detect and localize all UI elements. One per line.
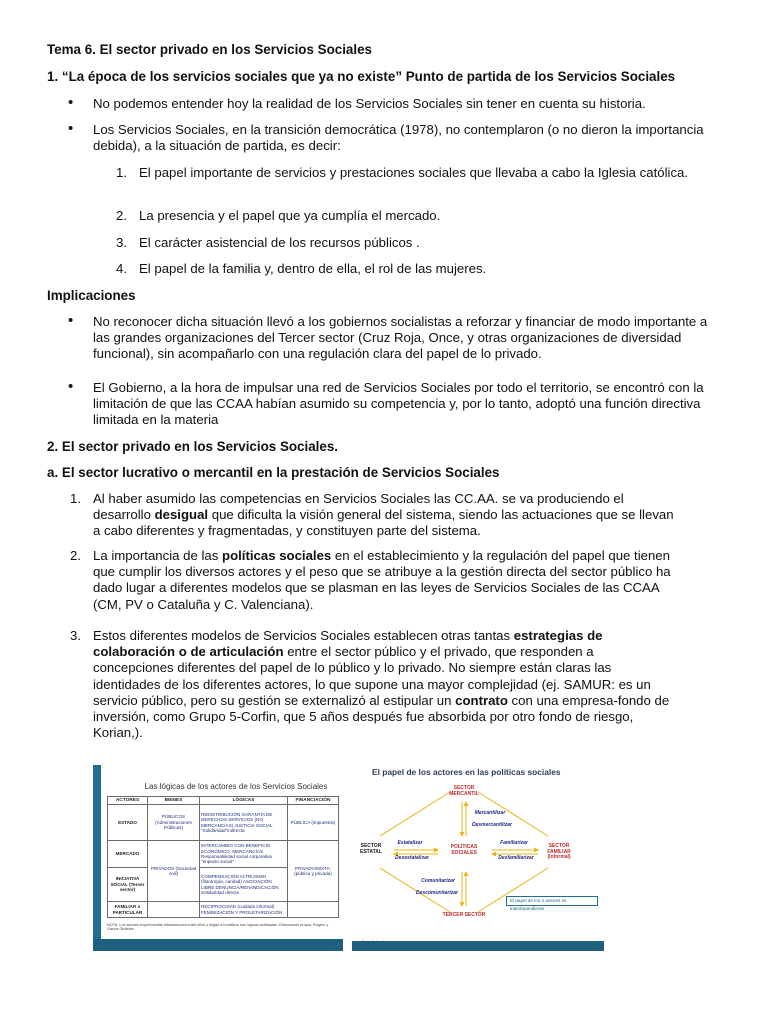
slide-side-bar: [93, 765, 101, 951]
bold-text: desigual: [154, 507, 209, 523]
bullet-text: No podemos entender hoy la realidad de los Servicios Sociales sin tener en cuenta su historia.: [93, 96, 646, 111]
table-cell: MERCADO: [108, 841, 148, 868]
node-politicas-sociales: POLÍTICAS SOCIALES: [450, 844, 478, 856]
table-cell: [148, 902, 200, 918]
arrow-label: Desfamiliarizar: [498, 855, 534, 861]
arrow-label: Descomunitarizar: [416, 890, 458, 896]
list-item-line: [93, 725, 733, 741]
text-run: Korian,).: [93, 725, 143, 741]
list-number: 3.: [116, 235, 127, 250]
text-run: (CM, PV o Cataluña y C. Valenciana).: [93, 596, 314, 612]
table-cell: RECIPROCIDAD (cuidado informal) FEMINIZACIÓN Y PROLETARIZACIÓN: [200, 902, 288, 918]
section-2-heading: 2. El sector privado en los Servicios Sociales.: [47, 439, 339, 454]
text-run: servicio público, pero su gestión se externalizó al estipular un: [93, 692, 456, 708]
table-cell: PRIVADA/MIXTA: (pública y privada): [288, 841, 339, 902]
table-row: [108, 805, 339, 841]
list-item-line: [93, 628, 733, 644]
node-tercer-sector: TERCER SECTOR: [442, 912, 486, 918]
list-number: 4.: [116, 261, 127, 276]
bold-text: colaboración o de articulación: [93, 644, 284, 660]
figure-title: Las lógicas de los actores de los Servicios Sociales: [144, 782, 328, 791]
bullet-icon: •: [68, 378, 74, 395]
logicas-table: [107, 796, 339, 918]
table-cell: INICIATIVA SOCIAL (Tercer sector): [108, 868, 148, 902]
list-item-line: [93, 507, 733, 523]
table-cell: [288, 902, 339, 918]
list-item-line: [93, 523, 733, 539]
list-item: El carácter asistencial de los recursos públicos .: [139, 235, 420, 250]
table-cell: COMPENSACIÓN ALTRUISMO (filantropía, caridad) ASOCIACIÓN LIBRE DENUNCIA/REIVINDICACIÓN Solidaridad directa: [200, 868, 288, 902]
table-cell: INTERCAMBIO CON BENEFICIO ECONÓMICO. MERCANCÍAS Responsabilidad social corporativa "Impacto social": [200, 841, 288, 868]
bullet-icon: •: [68, 120, 74, 137]
text-run: entre el sector público y el privado, que responden a: [283, 644, 594, 660]
list-item: El papel de la familia y, dentro de ella, el rol de las mujeres.: [139, 261, 487, 276]
table-cell: PÚBLICA (impuestos): [288, 805, 339, 841]
text-run: La importancia de las: [93, 548, 223, 563]
table-header: LÓGICAS: [200, 797, 288, 805]
table-header: FINANCIACIÓN: [288, 797, 339, 805]
list-item-line: [93, 491, 733, 507]
list-item: El papel importante de servicios y prestaciones sociales que llevaba a cabo la Iglesia católica.: [139, 165, 689, 180]
table-cell: PRIVADOS (Sociedad civil): [148, 841, 200, 902]
text-run: que dificulta la visión general del sistema, siendo las actuaciones que se llevan: [208, 507, 674, 523]
bullet-text: El Gobierno, a la hora de impulsar una red de Servicios Sociales por todo el territorio, se encontró con la limitación de que las CCAA habían asumido su competencia y, por lo tanto, adoptó una función directiva limitada en la materia: [93, 380, 704, 428]
text-run: con una empresa-fondo de: [507, 692, 670, 708]
text-run: en el establecimiento y la regulación del papel que tienen: [331, 548, 670, 563]
text-run: desarrollo: [93, 507, 155, 523]
bullet-icon: •: [68, 312, 74, 329]
arrow-label: Desmercantilizar: [471, 822, 513, 828]
text-run: inversión, como Grupo 5-Corfin, que 5 años después fue absorbida por otro fondo de riesgo,: [93, 709, 634, 724]
table-note: NOTA: Los actores experimentan hibridaciones entre ellos y llegan a modificar sus lógicas señaladas. Elaboración propia. Rogero y García Giráldez.: [107, 923, 329, 932]
node-sector-mercantil: SECTOR MERCANTIL: [449, 785, 479, 797]
list-item-line: [93, 709, 733, 725]
node-sector-familiar: SECTOR FAMILIAR (informal): [547, 843, 571, 861]
table-cell: FAMILIAR o PARTICULAR: [108, 902, 148, 918]
bullet-text: No reconocer dicha situación llevó a los gobiernos socialistas a reforzar y financiar de modo importante a las grandes organizaciones del Tercer sector (Cruz Roja, Once, y otras organizaciones de diversidad funcional), sin acompañarlo con una regulación clara del papel de lo privado.: [93, 314, 708, 362]
text-run: identidades de los diferentes actores, lo que supone una mayor complejidad (ej. SAMUR: es un: [93, 676, 651, 692]
text-run: que cumplir los diversos actores y el peso que se atribuye a la gestión directa del sector público ha: [93, 564, 671, 580]
text-run: dado lugar a diferentes modelos que se plasman en las leyes de Servicios Sociales de las CCAA: [93, 580, 660, 596]
section-2a-heading: a. El sector lucrativo o mercantil en la prestación de Servicios Sociales: [47, 465, 500, 480]
section-1-heading: 1. “La época de los servicios sociales que ya no existe” Punto de partida de los Servicios Sociales: [47, 69, 676, 84]
list-item-line: [93, 548, 733, 564]
table-row: [108, 841, 339, 868]
bullet-icon: •: [68, 94, 74, 111]
bold-text: políticas sociales: [222, 548, 332, 563]
text-run: Estos diferentes modelos de Servicios Sociales establecen otras tantas: [93, 628, 514, 643]
table-cell: ESTADO: [108, 805, 148, 841]
implicaciones-heading: Implicaciones: [47, 288, 136, 303]
arrow-label: Mercantilizar: [474, 810, 506, 816]
slide-footer-bar: [352, 941, 604, 951]
list-item: La presencia y el papel que ya cumplía el mercado.: [139, 208, 441, 223]
bullet-text: Los Servicios Sociales, en la transición democrática (1978), no contemplaron (o no dieron la importancia debida), a la situación de partida, es decir:: [93, 122, 704, 154]
list-number: 1.: [116, 165, 127, 180]
list-item-line: [93, 693, 733, 709]
figure-title: El papel de los actores en las políticas sociales: [372, 767, 561, 777]
slide-footer-bar: [93, 939, 343, 951]
list-number: 2.: [116, 208, 127, 223]
bold-text: estrategias de: [513, 628, 603, 643]
arrow-label: Familiarizar: [500, 840, 528, 846]
table-header: BIENES: [148, 797, 200, 805]
list-item-line: [93, 660, 733, 676]
text-run: a cabo diferentes y fragmentadas, y constituyen parte del sistema.: [93, 523, 481, 539]
list-number: 3.: [70, 628, 81, 643]
list-number: 1.: [70, 491, 81, 506]
document-title: Tema 6. El sector privado en los Servicios Sociales: [47, 42, 372, 57]
table-cell: PÚBLICOS (Administraciones Públicas): [148, 805, 200, 841]
list-item-line: [93, 564, 733, 580]
text-run: concepciones diferentes del papel de lo público y lo privado. No siempre están claras las: [93, 660, 612, 676]
bold-text: contrato: [455, 692, 508, 708]
list-item-line: [93, 597, 733, 613]
arrow-label: Desestatalizar: [395, 855, 429, 861]
table-header: ACTORES: [108, 797, 148, 805]
node-sector-estatal: SECTOR ESTATAL: [360, 843, 382, 855]
diagram-caption: El papel de los 4 actores es interdependiente: [506, 896, 598, 906]
list-item-line: [93, 580, 733, 596]
list-number: 2.: [70, 548, 81, 563]
list-item-line: [93, 644, 733, 660]
list-item-line: [93, 677, 733, 693]
table-row: [108, 902, 339, 918]
figure-logicas-actores: [93, 765, 343, 951]
text-run: Al haber asumido las competencias en Servicios Sociales las CC.AA. se va produciendo el: [93, 491, 624, 506]
arrow-label: Estatalizar: [397, 840, 423, 846]
figure-papel-actores: [352, 752, 604, 951]
table-cell: REDISTRIBUCIÓN GARANTÍA DE DERECHOS SERVICIOS (NO MERCANCÍAS) JUSTICIA SOCIAL "Solidaridad"indirecta: [200, 805, 288, 841]
arrow-label: Comunitarizar: [421, 878, 455, 884]
